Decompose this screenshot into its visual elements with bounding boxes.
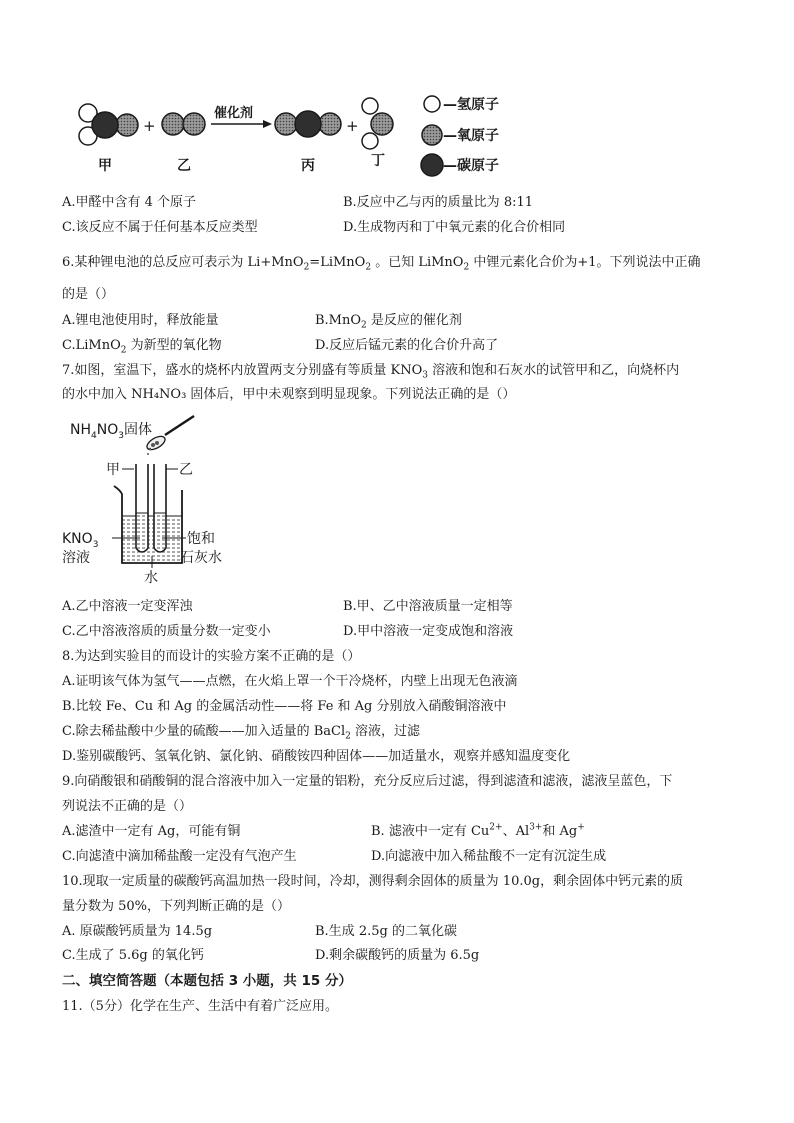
q10-stem-line2: 量分数为 50%，下列判断正确的是（） [62, 899, 291, 914]
q9-option-a: A.滤渣中一定有 Ag，可能有铜 [62, 824, 241, 839]
q10-option-c: C.生成了 5.6g 的氧化钙 [62, 948, 204, 963]
q10-option-b: B.生成 2.5g 的二氧化碳 [315, 924, 457, 939]
q6-stem-line2: 的是（） [62, 287, 115, 302]
q6-stem: 6.某种锂电池的总反应可表示为 Li+MnO$_2$=LiMnO$_2$ 。已知 LiMnO$_2$ 中锂元素化合价为+1。下列说法中正确 [62, 255, 701, 273]
catalyst-label: 催化剂 [214, 106, 254, 121]
q8-stem: 8.为达到实验目的而设计的实验方案不正确的是（） [62, 649, 361, 664]
molecule-bing [275, 111, 341, 137]
water-label: 水 [144, 570, 158, 586]
test-tube-yi [154, 464, 166, 552]
reaction-diagram [0, 0, 794, 185]
test-tube-jia [136, 464, 148, 552]
legend-h: —氢原子 [443, 97, 499, 113]
plus-2: + [346, 117, 359, 135]
q5-option-d: D.生成物丙和丁中氧元素的化合价相同 [343, 220, 566, 235]
q8-option-b: B.比较 Fe、Cu 和 Ag 的金属活动性——将 Fe 和 Ag 分别放入硝酸铜溶液中 [62, 699, 507, 714]
q7-option-b: B.甲、乙中溶液质量一定相等 [343, 599, 513, 614]
q6-option-b: B.MnO$_2$ 是反应的催化剂 [315, 313, 462, 331]
label-ding: 丁 [371, 153, 385, 169]
q9-option-c: C.向滤渣中滴加稀盐酸一定没有气泡产生 [62, 849, 297, 864]
kno3-label: $KNO_3$ [62, 531, 99, 550]
label-yi: 乙 [177, 158, 191, 174]
q8-option-d: D.鉴别碳酸钙、氢氧化钠、氯化钠、硝酸铵四种固体——加适量水，观察并感知温度变化 [62, 749, 571, 764]
lime-label-2: 石灰水 [180, 550, 222, 566]
q5-option-c: C.该反应不属于任何基本反应类型 [62, 220, 258, 235]
solid-label: $NH_4NO_3$固体 [70, 422, 152, 441]
tube-label-jia: 甲 [106, 462, 120, 478]
q6-option-c: C.LiMnO$_2$ 为新型的氧化物 [62, 338, 222, 356]
q10-stem: 10.现取一定质量的碳酸钙高温加热一段时间，冷却，测得剩余固体的质量为 10.0g，剩余固体中钙元素的质 [62, 874, 684, 889]
legend-c: —碳原子 [443, 158, 499, 174]
legend [421, 96, 499, 176]
section-heading: 二、填空简答题（本题包括 3 小题，共 15 分） [62, 973, 352, 989]
q9-option-d: D.向滤液中加入稀盐酸不一定有沉淀生成 [371, 849, 607, 864]
q7-option-d: D.甲中溶液一定变成饱和溶液 [343, 624, 514, 639]
q8-option-a: A.证明该气体为氢气——点燃，在火焰上罩一个干冷烧杯，内壁上出现无色液滴 [62, 674, 518, 689]
q9-stem-line2: 列说法不正确的是（） [62, 799, 193, 814]
kno3-label-2: 溶液 [62, 550, 90, 566]
q7-option-a: A.乙中溶液一定变浑浊 [62, 599, 193, 614]
q9-option-b: B. 滤液中一定有 $Cu^{2+}$、$Al^{3+}$和 Ag+ [371, 822, 585, 839]
beaker-diagram [62, 410, 262, 590]
label-bing: 丙 [301, 158, 315, 174]
q6-option-a: A.锂电池使用时，释放能量 [62, 313, 219, 328]
q7-stem: 7.如图，室温下，盛水的烧杯内放置两支分别盛有等质量 $KNO_3$ 溶液和饱和石灰水的试管甲和乙，向烧杯内 [62, 363, 680, 381]
q7-option-c: C.乙中溶液溶质的质量分数一定变小 [62, 624, 271, 639]
lime-label: 饱和 [187, 531, 215, 547]
q7-stem-line2: 的水中加入 NH₄NO₃ 固体后，甲中未观察到明显现象。下列说法正确的是（） [62, 387, 516, 402]
q9-stem: 9.向硝酸银和硝酸铜的混合溶液中加入一定量的铝粉，充分反应后过滤，得到滤渣和滤液，滤液呈蓝色，下 [62, 774, 673, 789]
spoon-icon [145, 416, 194, 455]
q5-option-a: A.甲醛中含有 4 个原子 [62, 195, 197, 210]
plus-1: + [143, 117, 156, 135]
q10-option-d: D.剩余碳酸钙的质量为 6.5g [315, 948, 480, 963]
molecule-yi [162, 113, 205, 135]
label-jia: 甲 [98, 158, 112, 174]
tube-label-yi: 乙 [179, 462, 193, 478]
q6-option-d: D.反应后锰元素的化合价升高了 [315, 338, 499, 353]
q10-option-a: A. 原碳酸钙质量为 14.5g [62, 924, 213, 939]
legend-o: —氧原子 [443, 128, 499, 144]
q5-option-b: B.反应中乙与丙的质量比为 8:11 [343, 195, 534, 210]
molecule-jia [79, 104, 138, 145]
q8-option-c: C.除去稀盐酸中少量的硫酸——加入适量的 BaCl$_2$ 溶液，过滤 [62, 724, 421, 742]
q11-stem: 11.（5分）化学在生产、生活中有着广泛应用。 [62, 999, 338, 1014]
molecule-ding [362, 98, 393, 149]
